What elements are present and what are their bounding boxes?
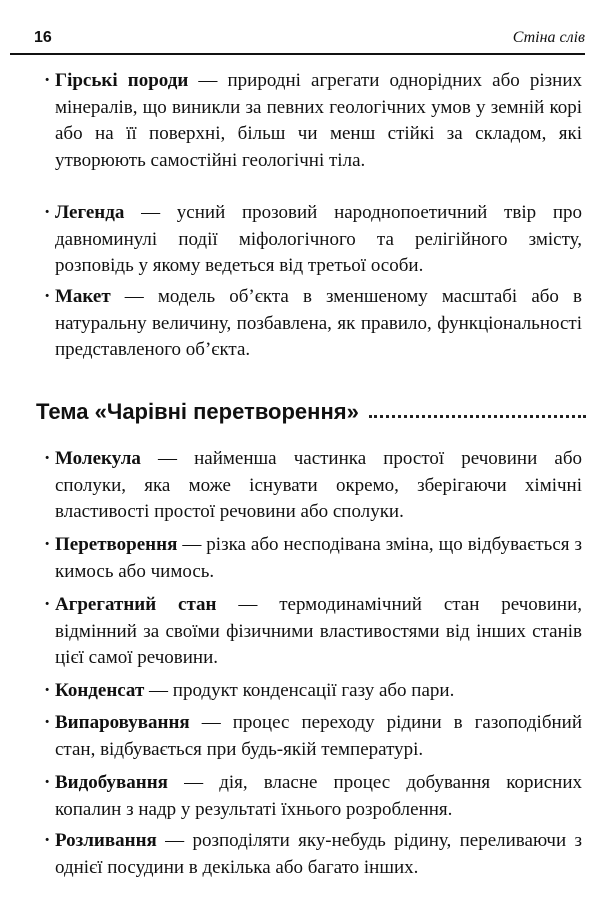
- glossary-entry: [44, 446, 582, 526]
- entry-definition: — розподіляти яку-небудь рідину, переливаючи з однієї посудини в декілька або багато інших.: [55, 830, 582, 878]
- entry-definition: — дія, власне процес добування корисних копалин з надр у результаті їхнього розроблення.: [55, 772, 582, 820]
- section-title: Тема «Чарівні перетворення»: [36, 399, 359, 424]
- glossary-entry: [44, 770, 582, 823]
- bullet: ·: [44, 448, 51, 469]
- glossary-entry: [44, 592, 582, 672]
- entry-term: Макет: [55, 286, 111, 307]
- entry-definition: — модель об’єкта в зменшеному масштабі або в натуральну величину, позбавлена, як правило, функціональності представленого об’єкта.: [55, 286, 582, 360]
- bullet: ·: [44, 534, 51, 555]
- entry-term: Конденсат: [55, 680, 145, 701]
- glossary-entry: [44, 68, 582, 174]
- bullet: ·: [44, 712, 51, 733]
- header-rule: [10, 53, 585, 55]
- entry-term: Агрегатний стан: [55, 594, 217, 615]
- entry-definition: — продукт конденсації газу або пари.: [144, 680, 455, 701]
- glossary-entry: [44, 532, 582, 585]
- entry-term: Розливання: [55, 830, 157, 851]
- page-number: 16: [34, 29, 52, 46]
- glossary-entry: [44, 200, 582, 280]
- entry-term: Легенда: [55, 202, 125, 223]
- glossary-entry: [44, 678, 582, 705]
- bullet: ·: [44, 70, 51, 91]
- entry-term: Перетворення: [55, 534, 178, 555]
- bullet: ·: [44, 680, 51, 701]
- glossary-entry: [44, 828, 582, 881]
- entry-definition: — термодинамічний стан речовини, відмінний за своїми фізичними властивостями від інших станів цієї самої речовини.: [55, 594, 582, 668]
- running-title: Стіна слів: [512, 29, 585, 46]
- bullet: ·: [44, 286, 51, 307]
- bullet: ·: [44, 772, 51, 793]
- entry-definition: — усний прозовий народнопоетичний твір про давноминулі події міфологічного та релігійного змісту, розповідь у якому ведеться від третьої особи.: [55, 202, 582, 276]
- entry-term: Випаровування: [55, 712, 190, 733]
- entry-definition: — процес переходу рідини в газоподібний стан, відбувається при будь-якій температурі.: [55, 712, 582, 760]
- entry-term: Видобування: [55, 772, 168, 793]
- entry-definition: — природні агрегати однорідних або різних мінералів, що виникли за певних геологічних умов у земній корі або на її поверхні, більш чи менш стійкі за складом, які утворюють самостійні геологічні тіла.: [55, 70, 582, 171]
- glossary-entry: [44, 284, 582, 364]
- glossary-entry: [44, 710, 582, 763]
- bullet: ·: [44, 202, 51, 223]
- dotted-leader: [369, 415, 586, 418]
- entry-definition: — найменша частинка простої речовини або сполуки, яка може існувати окремо, зберігаючи хімічні властивості простої речовини або сполуки.: [55, 448, 582, 522]
- entry-term: Гірські породи: [55, 70, 189, 91]
- entry-definition: — різка або несподівана зміна, що відбувається з кимось або чимось.: [55, 534, 582, 582]
- bullet: ·: [44, 594, 51, 615]
- page-header: [10, 29, 585, 51]
- section-heading: [36, 399, 586, 425]
- entry-term: Молекула: [55, 448, 141, 469]
- bullet: ·: [44, 830, 51, 851]
